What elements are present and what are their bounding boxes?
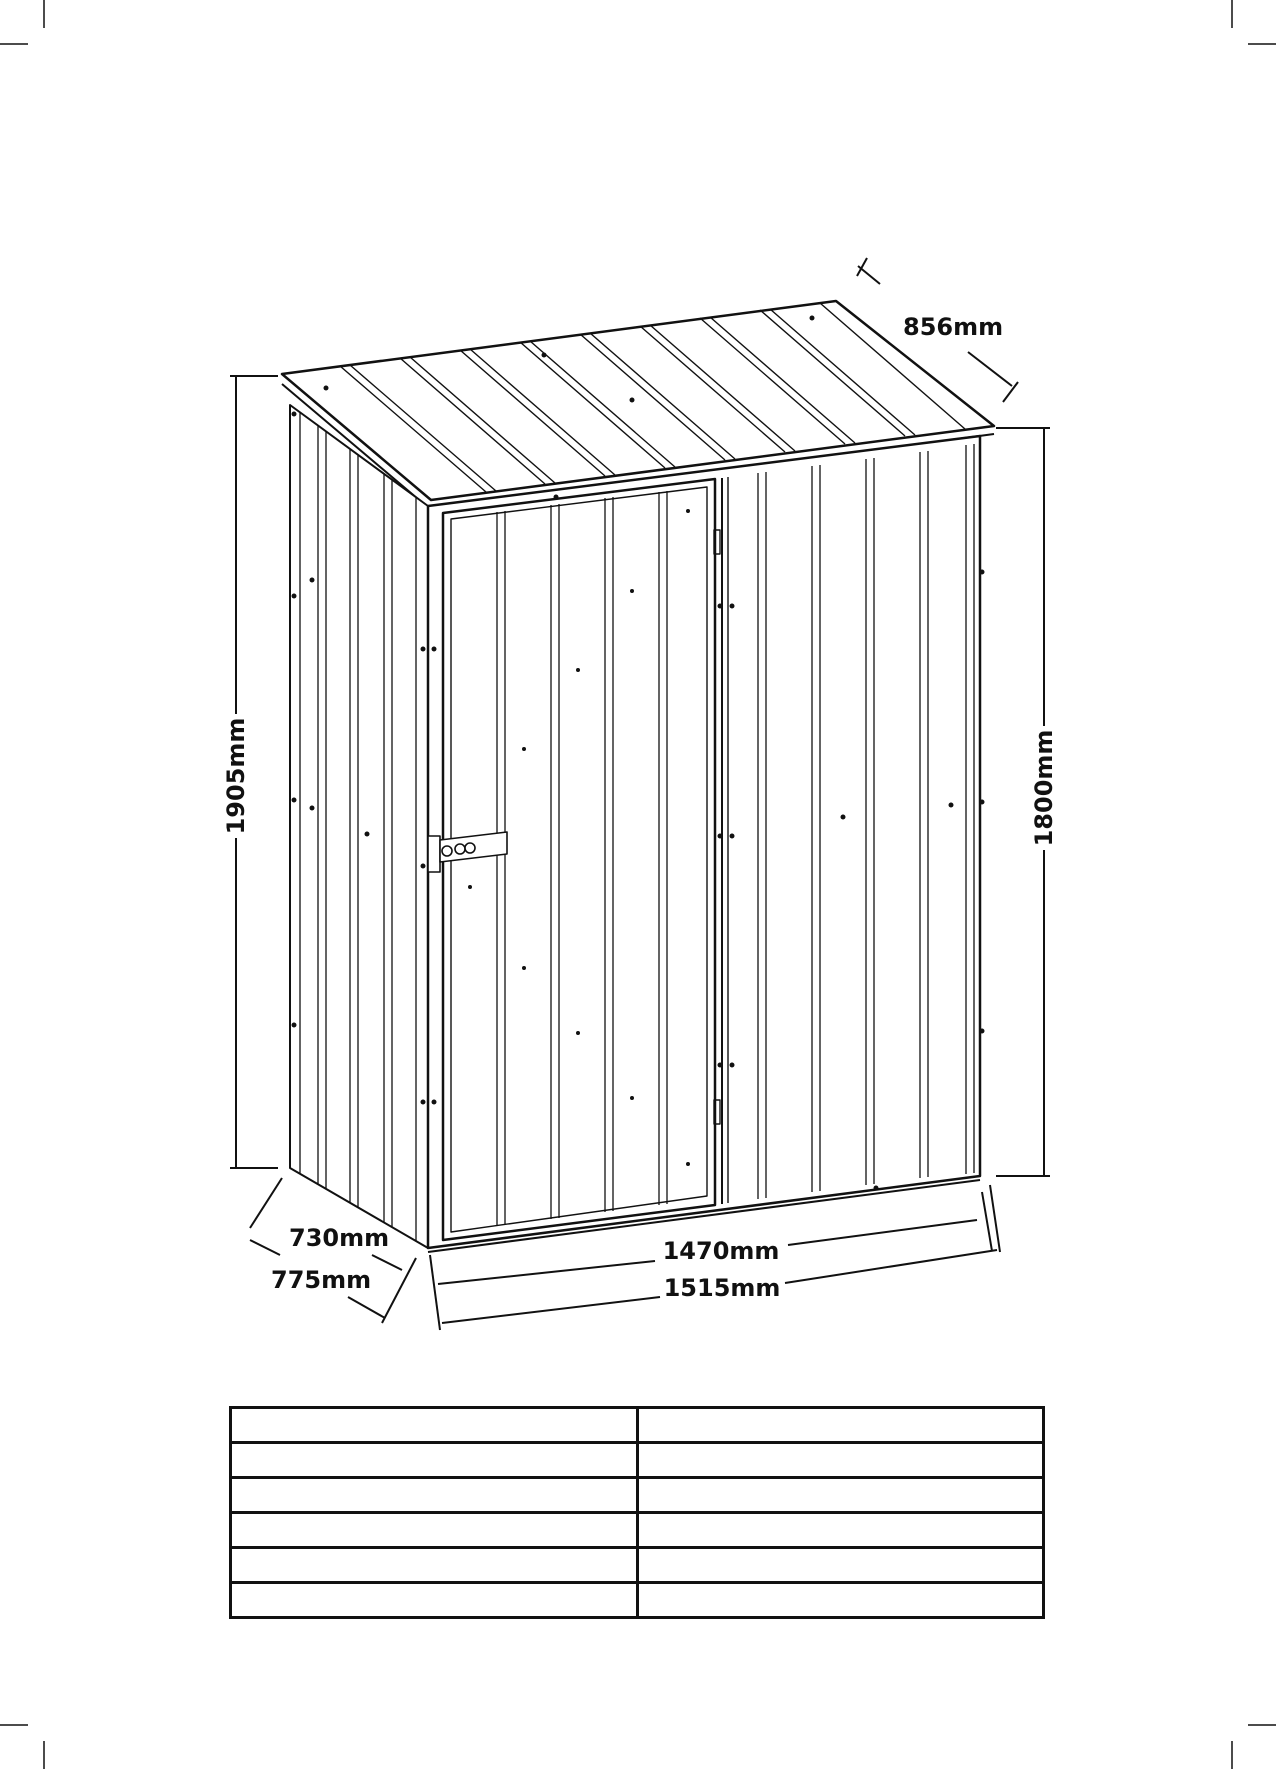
table-cell [231,1583,638,1618]
dim-width-outer-label: 1515mm [663,1274,781,1302]
table-cell [231,1478,638,1513]
table-row [231,1548,1044,1583]
shed-drawing [282,301,994,1252]
table-cell [637,1548,1044,1583]
dim-width-inner-label: 1470mm [662,1237,780,1265]
table-cell [231,1548,638,1583]
table-cell [637,1583,1044,1618]
shed-side-wall [290,405,428,1248]
table-row [231,1583,1044,1618]
table-cell [231,1408,638,1443]
table-cell [637,1513,1044,1548]
table-cell [637,1408,1044,1443]
table-row [231,1478,1044,1513]
table-cell [231,1443,638,1478]
table-row [231,1513,1044,1548]
dim-height-total-label: 1905mm [222,717,250,835]
table-cell [231,1513,638,1548]
dim-depth-inner-label: 730mm [289,1224,390,1252]
table-cell [637,1478,1044,1513]
shed-front-wall [428,436,980,1248]
table-row [231,1443,1044,1478]
table-cell [637,1443,1044,1478]
table-row [231,1408,1044,1443]
dim-depth-roof-label: 856mm [903,313,1004,341]
dim-depth-outer-label: 775mm [271,1266,372,1294]
spec-table [229,1406,1045,1619]
dim-height-front-label: 1800mm [1030,729,1058,847]
